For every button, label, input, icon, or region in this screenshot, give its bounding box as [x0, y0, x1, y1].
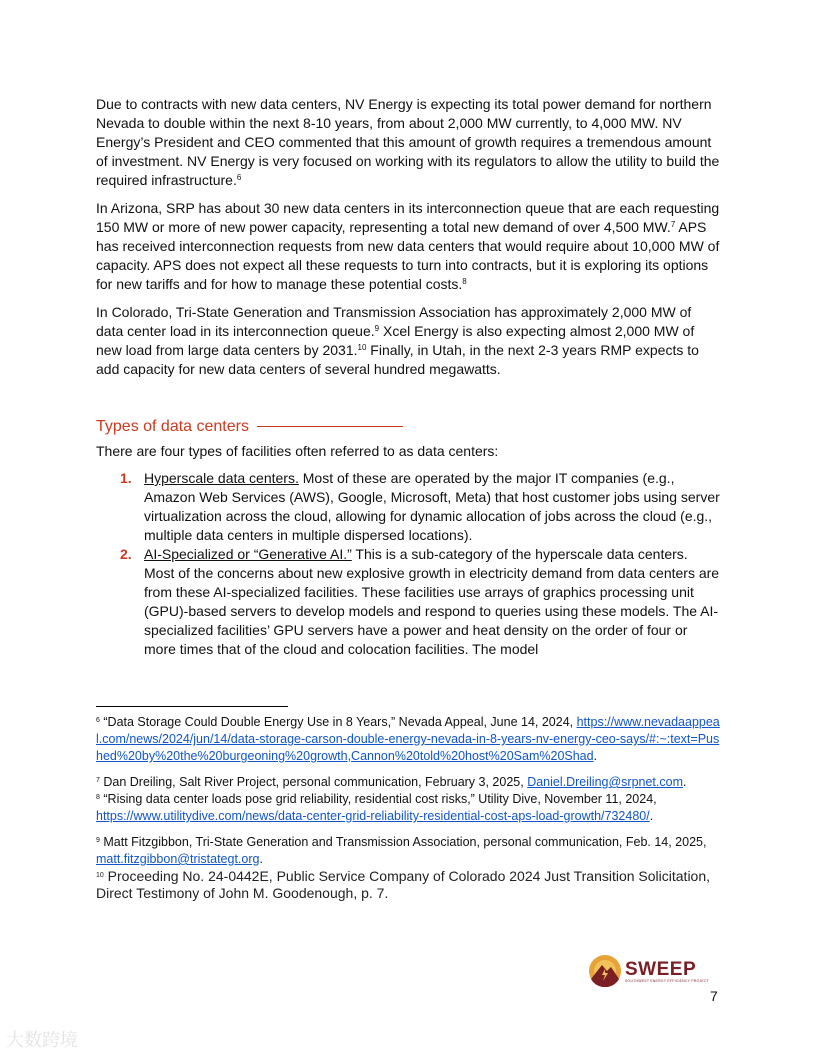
- heading-rule: [257, 426, 403, 427]
- footnote-10: $^{10}$ Proceeding No. 24-0442E, Public Service Company of Colorado 2024 Just Transition Solicitation, Direct Testimony of John M. Goodenough, p. 7.: [96, 868, 711, 901]
- footnote-ref[interactable]: 10: [357, 343, 367, 352]
- sun-mountain-icon: [589, 955, 621, 987]
- footnote-link[interactable]: https://www.utilitydive.com/news/data-center-grid-reliability-residential-cost-aps-load-growth/732480/: [96, 809, 650, 823]
- data-center-types-list: [96, 469, 720, 659]
- page-number: 7: [710, 988, 718, 1004]
- paragraph-arizona: In Arizona, SRP has about 30 new data centers in its interconnection queue that are each requesting 150 MW or more of new power capacity, representing a total new demand of over 4,500 MW.$^7$ APS has received interconnection requests from new data centers that would require about 10,000 MW of capacity. APS does not expect all these requests to turn into contracts, but it is exploring its options for new tariffs and for how to manage these potential costs.$^8$: [96, 200, 720, 292]
- paragraph-nv-energy: Due to contracts with new data centers, NV Energy is expecting its total power demand for northern Nevada to double within the next 8-10 years, from about 2,000 MW currently, to 4,000 MW. NV Energy’s President and CEO commented that this amount of growth requires a tremendous amount of investment. NV Energy is very focused on working with its regulators to allow the utility to build the required infrastructure.$^6$: [96, 96, 720, 188]
- document-body: [96, 95, 720, 659]
- footnote-ref[interactable]: 8: [462, 277, 467, 286]
- paragraph-colorado: In Colorado, Tri-State Generation and Transmission Association has approximately 2,000 MW of data center load in its interconnection queue.$^9$ Xcel Energy is also expecting almost 2,000 MW of new load from large data centers by 2031.10 Finally, in Utah, in the next 2-3 years RMP expects to add capacity for new data centers of several hundred megawatts.: [96, 304, 699, 377]
- sweep-logo: SWEEP SOUTHWEST ENERGY EFFICIENCY PROJECT: [589, 955, 709, 987]
- footnote-9: $^9$ Matt Fitzgibbon, Tri-State Generation and Transmission Association, personal communication, Feb. 14, 2025, matt.fitzgibbon@tristategt.org.: [96, 835, 707, 866]
- footnote-7: $^7$ Dan Dreiling, Salt River Project, personal communication, February 3, 2025, Daniel.Dreiling@srpnet.com.: [96, 775, 687, 789]
- footnote-ref[interactable]: 7: [670, 220, 676, 229]
- footnote-8: $^8$ “Rising data center loads pose grid reliability, residential cost risks,” Utility Dive, November 11, 2024, https://www.utilitydive.com/news/data-center-grid-reliability-residential-cost-aps-load-growth/732480/.: [96, 792, 657, 823]
- footnote-ref[interactable]: 6: [236, 173, 242, 182]
- list-intro: There are four types of facilities often referred to as data centers:: [96, 443, 499, 459]
- list-item: 1. Hyperscale data centers. Most of these are operated by the major IT companies (e.g., Amazon Web Services (AWS), Google, Microsoft, Meta) that host customer jobs using server virtualization across the cloud, allowing for dynamic allocation of jobs across the cloud (e.g., multiple data centers in multiple dispersed locations).: [120, 470, 720, 543]
- footnotes: [96, 714, 720, 911]
- footnote-link[interactable]: https://www.nevadaappeal.com/news/2024/jun/14/data-storage-carson-double-energy-nevada-in-8-years-nv-energy-ceo-says/#:~:text=Pushed%20by%20the%20burgeoning%20growth,Cannon%20told%20host%20Sam%20Shad: [96, 715, 720, 763]
- watermark: 大数跨境: [6, 1030, 78, 1050]
- section-heading: Types of data centers: [96, 417, 720, 436]
- footnote-ref[interactable]: 9: [374, 324, 380, 333]
- list-item: 2. AI-Specialized or “Generative AI.” This is a sub-category of the hyperscale data centers. Most of the concerns about new explosive growth in electricity demand from data centers are from these AI-specialized facilities. These facilities use arrays of graphics processing unit (GPU)-based servers to develop models and respond to queries using these models. The AI-specialized facilities’ GPU servers have a power and heat density on the order of four or more times that of the cloud and colocation facilities. The model: [120, 546, 720, 657]
- footnote-link[interactable]: Daniel.Dreiling@srpnet.com: [527, 775, 683, 789]
- list-term: AI-Specialized or “Generative AI.”: [144, 546, 352, 562]
- footnote-6: $^6$ “Data Storage Could Double Energy Use in 8 Years,” Nevada Appeal, June 14, 2024, https://www.nevadaappeal.com/news/2024/jun/14/data-storage-carson-double-energy-nevada-in-8-years-nv-energy-ceo-says/#:~:text=Pushed%20by%20the%20burgeoning%20growth,Cannon%20told%20host%20Sam%20Shad.: [96, 715, 720, 763]
- footnote-link[interactable]: matt.fitzgibbon@tristategt.org: [96, 852, 260, 866]
- list-term: Hyperscale data centers.: [144, 470, 299, 486]
- footnote-divider: [96, 706, 288, 707]
